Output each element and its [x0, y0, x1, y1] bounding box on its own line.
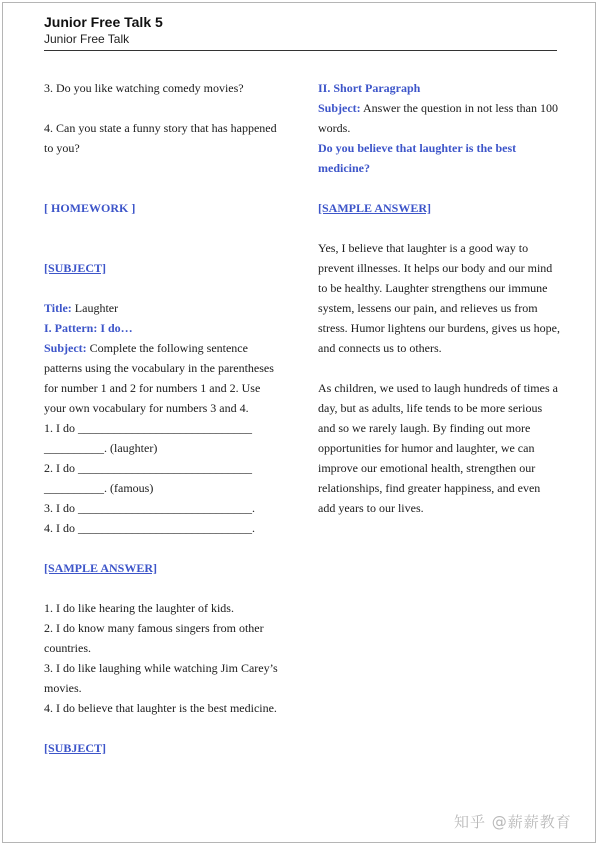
sample-answer-link[interactable]: [SAMPLE ANSWER]: [44, 561, 158, 575]
answer-item: 2. I do know many famous singers from other countries.: [44, 621, 264, 655]
answer-paragraph-1: Yes, I believe that laughter is a good way to prevent illnesses. It helps our body and our mind to be healthy. Laughter strengthens our immune system, lessens our pain, and relieves us from stress. Humor lightens our burdens, gives us hope, and connects us to others.: [318, 241, 560, 355]
subject-link[interactable]: [SUBJECT]: [44, 261, 107, 275]
blank-line: 1. I do _____________________________: [44, 421, 252, 435]
blank-line: __________. (laughter): [44, 441, 158, 455]
title-value: Laughter: [71, 301, 119, 315]
question-4: 4. Can you state a funny story that has happened to you?: [44, 121, 277, 155]
blank-line: 4. I do _____________________________.: [44, 521, 255, 535]
blank-line: 2. I do _____________________________: [44, 461, 252, 475]
sample-answer-link[interactable]: [SAMPLE ANSWER]: [318, 201, 432, 215]
section-heading: II. Short Paragraph: [318, 81, 421, 95]
answer-item: 1. I do like hearing the laughter of kids.: [44, 601, 234, 615]
header-subtitle: Junior Free Talk: [44, 32, 130, 46]
title-label: Title:: [44, 301, 72, 315]
title-line: [44, 298, 284, 318]
left-column: [44, 78, 284, 758]
subject-link-2[interactable]: [SUBJECT]: [44, 741, 107, 755]
blank-line: __________. (famous): [44, 481, 154, 495]
question-3: 3. Do you like watching comedy movies?: [44, 81, 244, 95]
answer-item: 3. I do like laughing while watching Jim Carey’s movies.: [44, 661, 278, 695]
page-header: [44, 13, 557, 51]
subject-text: Complete the following sentence patterns using the vocabulary in the parentheses for number 1 and 2 for numbers 1 and 2. Use your own vocabulary for numbers 3 and 4.: [44, 341, 274, 415]
subject-label: Subject:: [318, 101, 361, 115]
right-column: [318, 78, 560, 518]
homework-heading: [ HOMEWORK ]: [44, 201, 136, 215]
answer-item: 4. I do believe that laughter is the best medicine.: [44, 701, 277, 715]
subject-instructions: [318, 98, 560, 138]
watermark: 知乎 @薪薪教育: [454, 813, 572, 831]
subject-instructions: [44, 338, 284, 418]
header-title: Junior Free Talk 5: [44, 14, 163, 30]
essay-question: Do you believe that laughter is the best medicine?: [318, 141, 517, 175]
subject-label: Subject:: [44, 341, 87, 355]
answer-paragraph-2: As children, we used to laugh hundreds of times a day, but as adults, life tends to be more serious and so we rarely laugh. By finding out more opportunities for humor and laughter, we can improve our emotional health, strengthen our relationships, find greater happiness, and even add years to our lives.: [318, 381, 558, 515]
blank-line: 3. I do _____________________________.: [44, 501, 255, 515]
pattern-heading: I. Pattern: I do…: [44, 321, 133, 335]
subject-text: Answer the question in not less than 100 words.: [318, 101, 558, 135]
